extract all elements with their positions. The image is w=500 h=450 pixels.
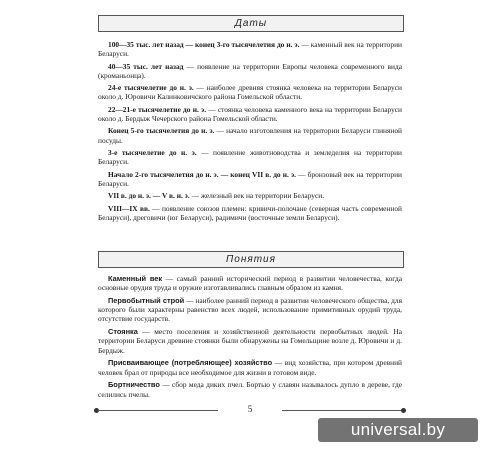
date-term: 24-е тысячелетие до н. э. [108, 83, 194, 93]
concept-definition: — вид хозяйства, при котором древний человек брал от природы все необходимое для жизни в готовом виде. [98, 358, 403, 377]
concept-entry [98, 358, 402, 376]
date-entry [98, 62, 402, 80]
concept-term: Первобытный строй [108, 296, 185, 305]
section-header-concepts [98, 251, 404, 268]
concept-definition: — наиболее ранний период в развитии человеческого общества, для которого были характерны равенство всех людей, использование примитивных орудий труда, отсутствие государств. [98, 296, 402, 324]
concept-definition: — место поселения и хозяйственной деятельности первобытных людей. На территории Беларуси древние стоянки были обнаружены на Гомельщине возле д. Юровичи и д. Бердыж. [98, 327, 402, 355]
concept-definition: — сбор меда диких пчел. Бортью у славян называлось дупло в дереве, где селились пчелы. [98, 380, 402, 399]
date-description: — появление союзов племен: кривичи-полочане (северная часть современной Беларуси), дреговичи (юг Беларуси), радимичи (восточные земли Беларуси). [98, 203, 402, 222]
watermark-text: universal.by [350, 420, 446, 439]
section-header-dates [98, 15, 404, 32]
concept-term: Каменный век [108, 274, 163, 283]
footer-rule-right [282, 410, 402, 411]
date-entry [98, 170, 402, 188]
concept-entry [98, 274, 402, 292]
section-title-dates: Даты [234, 18, 268, 29]
date-description: — появление на территории Европы человека современного вида (кроманьонца). [98, 61, 402, 80]
date-description: — бронзовый век на территории Беларуси. [98, 169, 402, 188]
date-term: Начало 2-го тысячелетия до н. э. — конец VII в. до н. э. [108, 169, 297, 179]
date-term: VII в. до н. э. — V в. н. э. [108, 191, 190, 201]
footer-dot-right [401, 408, 406, 413]
date-entry [98, 148, 402, 166]
concept-term: Бортничество [108, 380, 160, 390]
date-term: 22—21-е тысячелетие до н. э. [108, 104, 207, 114]
page-number: 5 [247, 404, 253, 414]
date-description: — наиболее древняя стоянка человека на территории Беларуси около д. Юровичи Калинковичского района Гомельской области. [98, 83, 402, 102]
date-term: Конец 5-го тысячелетия до н. э. [108, 126, 215, 136]
date-description: — появление животноводства и земледелия на территории Беларуси. [98, 147, 402, 167]
date-term: VIII—IX вв. [108, 203, 150, 213]
date-entry [98, 83, 402, 101]
date-entry [98, 105, 402, 123]
concept-term: Стоянка [108, 327, 138, 337]
concepts-list [98, 274, 402, 402]
watermark-logo [318, 418, 478, 442]
date-term: 100—35 тыс. лет назад — конец 3-го тысячелетия до н. э. [108, 40, 300, 49]
date-description: — начало изготовления на территории Беларуси глиняной посуды. [98, 126, 402, 145]
date-entry [98, 191, 402, 200]
dates-list [98, 40, 402, 225]
concept-entry [98, 380, 402, 398]
date-entry [98, 204, 402, 222]
date-description: — железный век на территории Беларуси. [189, 191, 325, 201]
concept-term: Присваивающее (потребляющее) хозяйство [108, 358, 273, 368]
footer-rule-left [98, 410, 218, 411]
concept-definition: — самый ранний исторический период в развитии человечества, когда основные орудия труда и оружие изготавливались главным образом из камня. [98, 274, 402, 293]
concept-entry [98, 296, 402, 324]
date-description: — стоянка человека каменного века на территории Беларуси около д. Бердыж Чечерского района Гомельской области. [98, 104, 403, 123]
date-term: 40—35 тыс. лет назад [108, 61, 184, 71]
section-title-concepts: Понятия [226, 254, 276, 265]
concept-entry [98, 327, 402, 355]
date-entry [98, 126, 402, 144]
date-entry [98, 40, 402, 58]
date-description: — каменный век на территории Беларуси. [98, 40, 402, 59]
date-term: 3-е тысячелетие до н. э. [108, 147, 197, 157]
